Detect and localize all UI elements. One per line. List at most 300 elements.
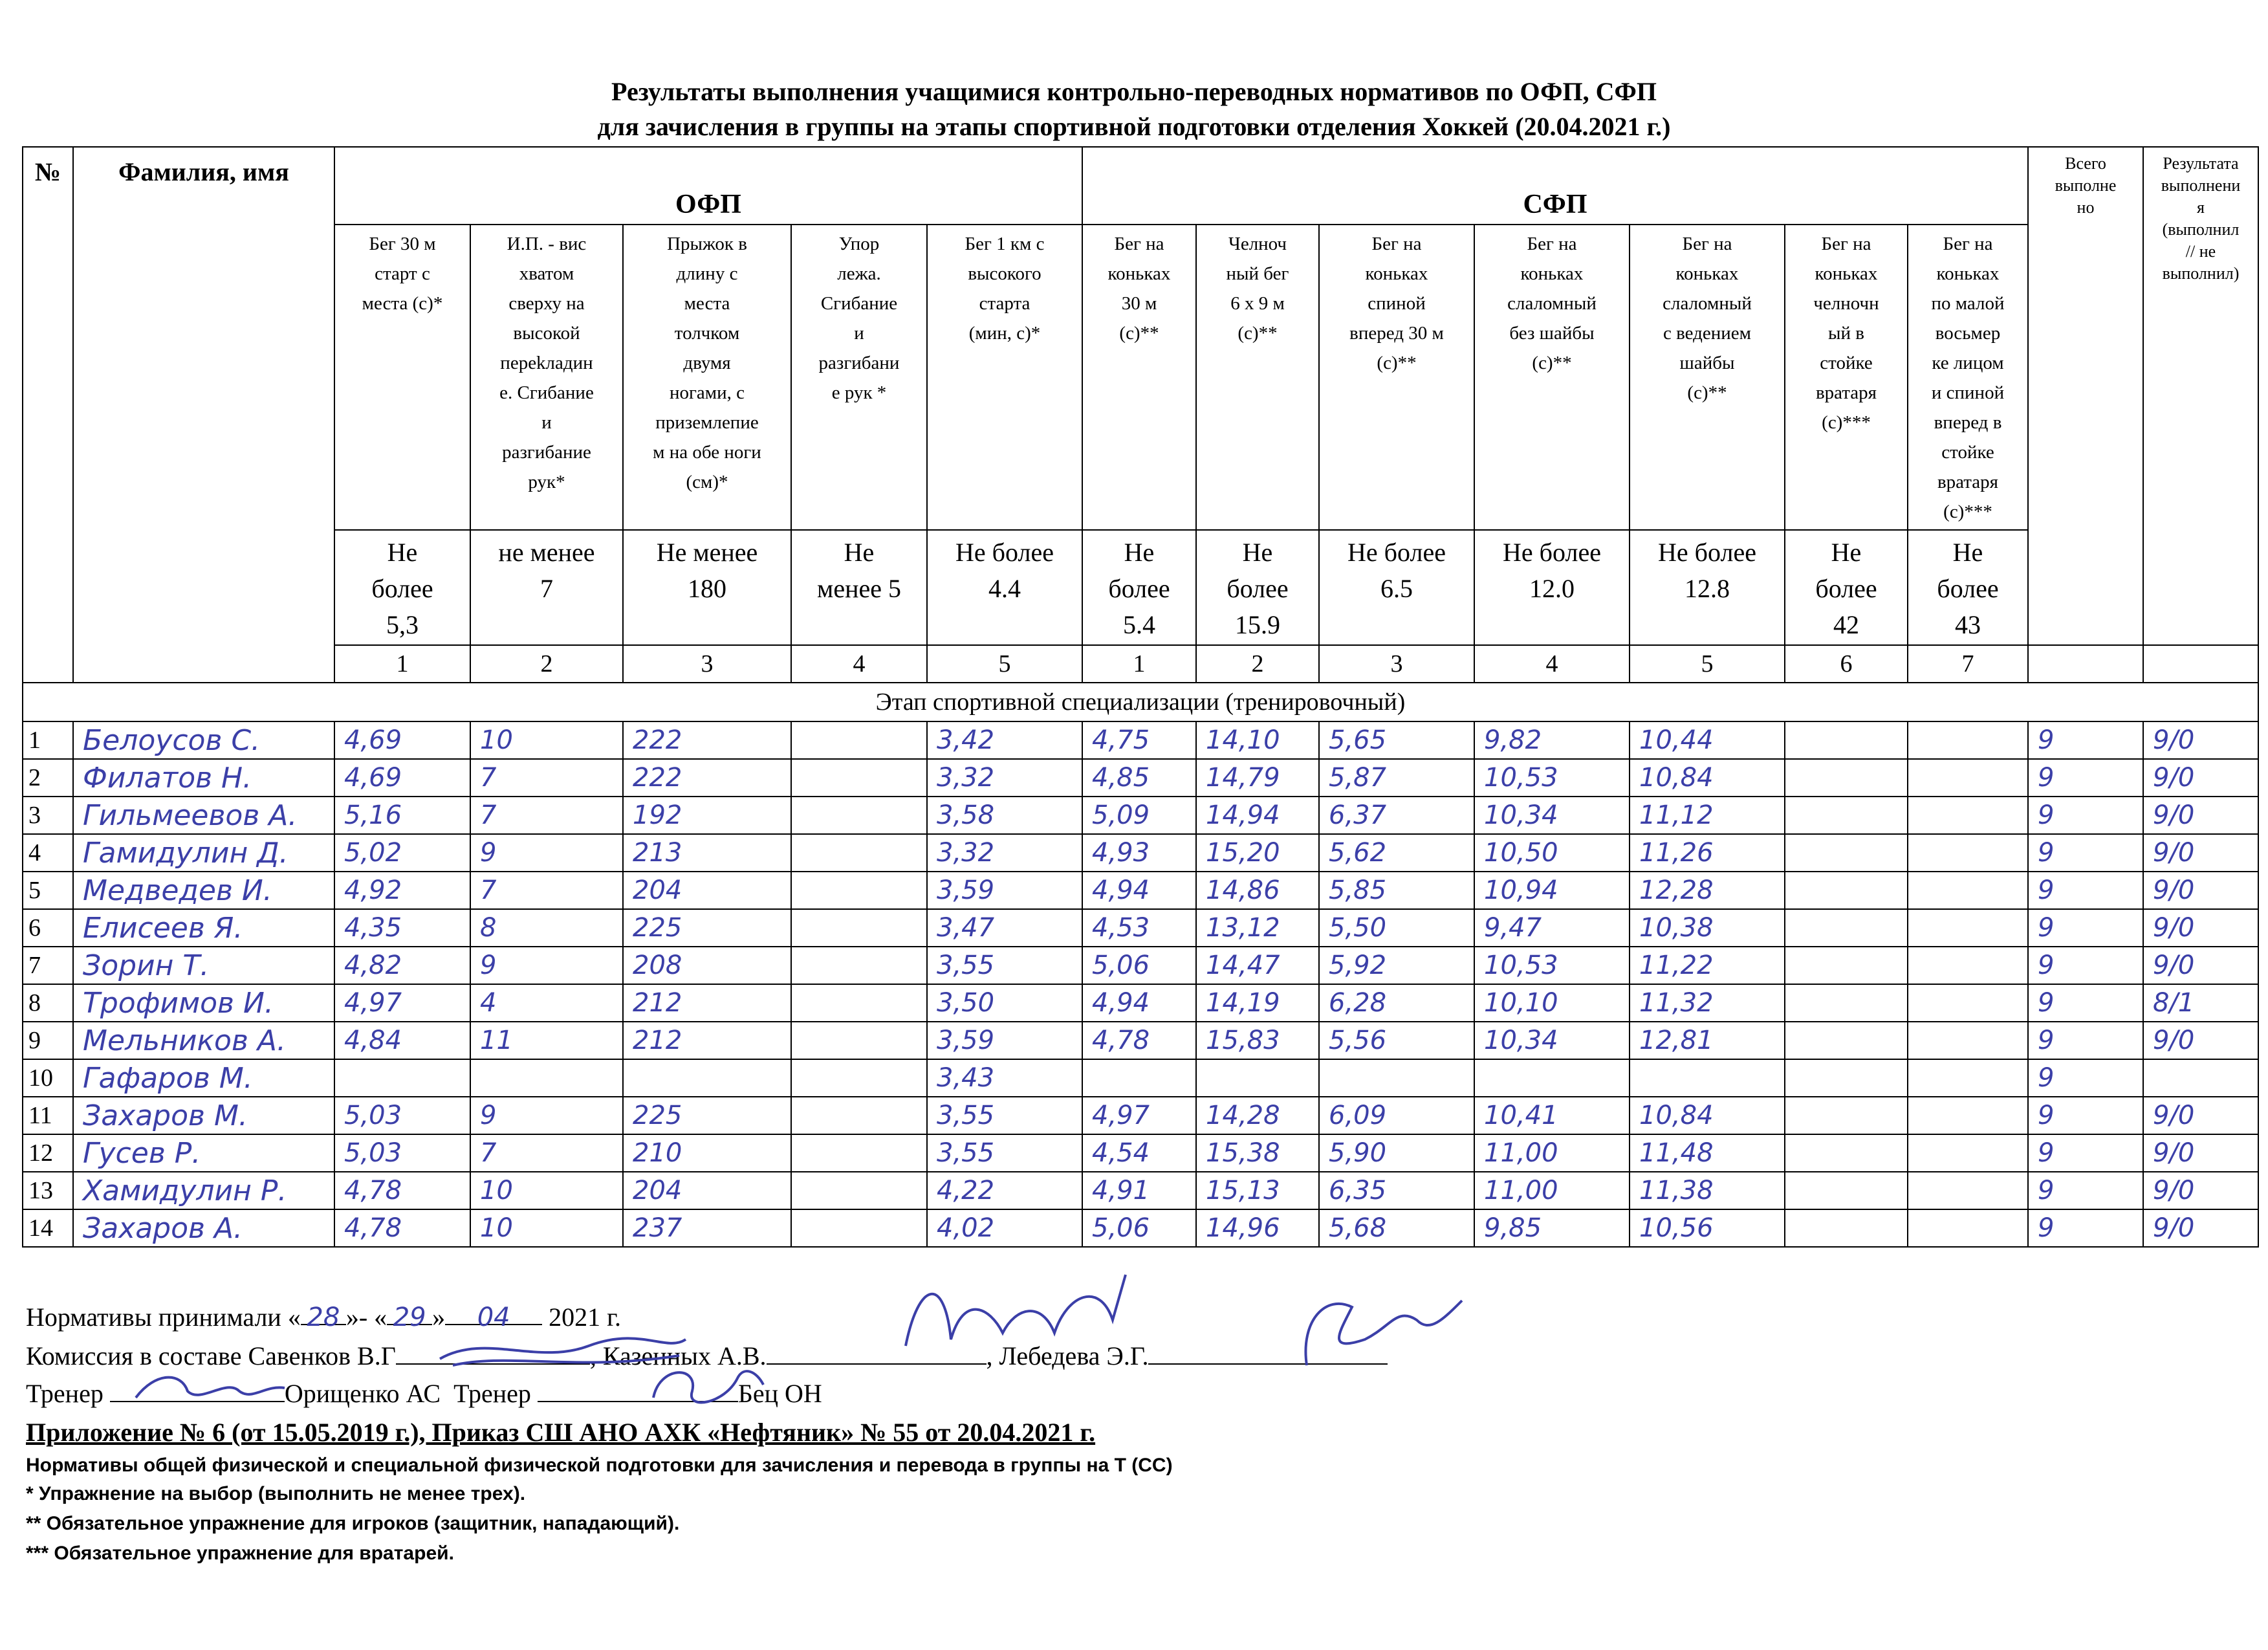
total-cell: 9 [2028, 947, 2143, 984]
stage-row [23, 683, 2258, 721]
result-cell [1785, 1097, 1908, 1134]
results-table [22, 146, 2259, 1248]
header-row-norms [23, 530, 2258, 645]
result-cell: 213 [623, 834, 791, 872]
result-cell: 10,34 [1474, 1022, 1630, 1059]
note-1: Нормативы общей физической и специальной физической подготовки для зачисления и перевода в группы на Т (СС) [26, 1455, 1173, 1476]
result-cell: 9 [470, 947, 623, 984]
result-cell [1908, 759, 2028, 797]
member3-text: , Лебедева Э.Г. [986, 1341, 1149, 1370]
athlete-name: Елисеев Я. [73, 909, 334, 947]
result-cell: 210 [623, 1134, 791, 1172]
sfp-norm-5: Не более 12.8 [1630, 530, 1785, 645]
ofp-colno-4: 4 [791, 645, 927, 683]
result-cell [1785, 1209, 1908, 1247]
result-cell [1908, 1059, 2028, 1097]
result-cell [1908, 1209, 2028, 1247]
result-cell: 14,86 [1196, 872, 1319, 909]
result-summary-cell: 9/0 [2143, 834, 2258, 872]
result-cell: 3,55 [927, 1134, 1082, 1172]
result-cell [1785, 797, 1908, 834]
header-num: № [23, 147, 73, 683]
result-cell: 5,87 [1319, 759, 1474, 797]
result-cell: 4,75 [1082, 721, 1196, 759]
result-cell: 4,93 [1082, 834, 1196, 872]
result-cell: 8 [470, 909, 623, 947]
header-row-exercises [23, 225, 2258, 530]
result-cell [1785, 872, 1908, 909]
ofp-norm-1: Не более 5,3 [334, 530, 470, 645]
result-summary-cell: 9/0 [2143, 759, 2258, 797]
total-cell: 9 [2028, 872, 2143, 909]
table-row [23, 834, 2258, 872]
header-result: Результата выполнени я (выполнил // не выполнил) [2143, 147, 2258, 645]
table-row [23, 721, 2258, 759]
result-cell: 3,47 [927, 909, 1082, 947]
result-cell [1785, 909, 1908, 947]
result-cell: 15,38 [1196, 1134, 1319, 1172]
result-cell: 3,32 [927, 759, 1082, 797]
result-cell [791, 984, 927, 1022]
result-cell [1908, 909, 2028, 947]
title-line-2: для зачисления в группы на этапы спортивной подготовки отделения Хоккей (20.04.2021 г.) [597, 112, 1671, 141]
result-cell: 4,91 [1082, 1172, 1196, 1209]
result-cell: 10,10 [1474, 984, 1630, 1022]
result-cell: 4,53 [1082, 909, 1196, 947]
result-cell [1082, 1059, 1196, 1097]
result-cell: 5,90 [1319, 1134, 1474, 1172]
athlete-name: Медведев И. [73, 872, 334, 909]
result-cell: 204 [623, 1172, 791, 1209]
result-cell: 6,09 [1319, 1097, 1474, 1134]
result-cell [791, 759, 927, 797]
sfp-exercise-6: Бег на коньках челночн ый в стойке вратаря (с)*** [1785, 225, 1908, 530]
result-cell: 10,50 [1474, 834, 1630, 872]
result-cell: 11,12 [1630, 797, 1785, 834]
athlete-name: Гильмеевов А. [73, 797, 334, 834]
accepted-mid: »- « [345, 1303, 387, 1332]
ofp-colno-2: 2 [470, 645, 623, 683]
result-cell: 14,10 [1196, 721, 1319, 759]
result-cell: 192 [623, 797, 791, 834]
result-cell: 5,16 [334, 797, 470, 834]
table-row [23, 947, 2258, 984]
result-cell: 15,83 [1196, 1022, 1319, 1059]
result-colno [2143, 645, 2258, 683]
result-cell [1908, 1134, 2028, 1172]
result-summary-cell: 9/0 [2143, 1022, 2258, 1059]
result-summary-cell: 9/0 [2143, 1172, 2258, 1209]
athlete-name: Захаров А. [73, 1209, 334, 1247]
result-cell: 10 [470, 1172, 623, 1209]
sfp-exercise-2: Челноч ный бег 6 х 9 м (с)** [1196, 225, 1319, 530]
result-cell: 6,37 [1319, 797, 1474, 834]
sfp-norm-7: Не более 43 [1908, 530, 2028, 645]
result-cell: 10 [470, 721, 623, 759]
result-cell: 4,82 [334, 947, 470, 984]
result-cell: 3,59 [927, 1022, 1082, 1059]
result-cell: 7 [470, 872, 623, 909]
ofp-norm-2: не менее 7 [470, 530, 623, 645]
result-cell: 212 [623, 1022, 791, 1059]
header-ofp: ОФП [334, 147, 1082, 225]
sfp-colno-2: 2 [1196, 645, 1319, 683]
total-colno [2028, 645, 2143, 683]
result-cell [791, 1059, 927, 1097]
result-cell [791, 1209, 927, 1247]
result-cell: 4,97 [1082, 1097, 1196, 1134]
sfp-exercise-7: Бег на коньках по малой восьмер ке лицом и спиной вперед в стойке вратаря (с)*** [1908, 225, 2028, 530]
sfp-exercise-1: Бег на коньках 30 м (с)** [1082, 225, 1196, 530]
sfp-norm-6: Не более 42 [1785, 530, 1908, 645]
row-number: 14 [23, 1209, 73, 1247]
result-cell [791, 721, 927, 759]
result-cell: 10,84 [1630, 1097, 1785, 1134]
result-cell [1908, 1172, 2028, 1209]
result-cell: 4 [470, 984, 623, 1022]
result-cell: 11,48 [1630, 1134, 1785, 1172]
result-cell: 10,56 [1630, 1209, 1785, 1247]
athlete-name: Филатов Н. [73, 759, 334, 797]
result-cell: 12,81 [1630, 1022, 1785, 1059]
result-cell: 11,00 [1474, 1172, 1630, 1209]
result-cell: 14,28 [1196, 1097, 1319, 1134]
result-cell [1474, 1059, 1630, 1097]
sfp-colno-7: 7 [1908, 645, 2028, 683]
day1-field [301, 1302, 346, 1332]
table-row [23, 1209, 2258, 1247]
result-cell: 225 [623, 909, 791, 947]
total-cell: 9 [2028, 759, 2143, 797]
sfp-exercise-3: Бег на коньках спиной вперед 30 м (с)** [1319, 225, 1474, 530]
result-cell: 4,97 [334, 984, 470, 1022]
ofp-exercise-3: Прыжок в длину с места толчком двумя ногами, с приземлепие м на обе ноги (см)* [623, 225, 791, 530]
result-cell: 14,94 [1196, 797, 1319, 834]
result-cell: 3,58 [927, 797, 1082, 834]
trainer-label-2: Тренер [453, 1379, 531, 1408]
result-cell: 7 [470, 797, 623, 834]
row-number: 2 [23, 759, 73, 797]
result-cell: 5,85 [1319, 872, 1474, 909]
sfp-norm-2: Не более 15.9 [1196, 530, 1319, 645]
result-cell [1785, 984, 1908, 1022]
result-cell [791, 1022, 927, 1059]
total-cell: 9 [2028, 1059, 2143, 1097]
result-cell [1785, 1134, 1908, 1172]
result-cell: 4,78 [334, 1209, 470, 1247]
row-number: 11 [23, 1097, 73, 1134]
trainer1-text: Орищенко АС [284, 1379, 441, 1408]
table-row [23, 1134, 2258, 1172]
result-cell: 212 [623, 984, 791, 1022]
row-number: 6 [23, 909, 73, 947]
result-cell: 5,02 [334, 834, 470, 872]
signature-lebedeva-icon [1287, 1281, 1481, 1378]
athlete-name: Гафаров М. [73, 1059, 334, 1097]
result-cell: 4,84 [334, 1022, 470, 1059]
result-cell [1908, 947, 2028, 984]
result-cell: 5,06 [1082, 947, 1196, 984]
header-row-main [23, 147, 2258, 225]
result-cell: 7 [470, 1134, 623, 1172]
table-row [23, 909, 2258, 947]
total-cell: 9 [2028, 834, 2143, 872]
result-cell [791, 1097, 927, 1134]
sfp-norm-3: Не более 6.5 [1319, 530, 1474, 645]
ofp-exercise-5: Бег 1 км с высокого старта (мин, с)* [927, 225, 1082, 530]
row-number: 12 [23, 1134, 73, 1172]
result-cell: 11,22 [1630, 947, 1785, 984]
result-cell: 237 [623, 1209, 791, 1247]
result-cell [1630, 1059, 1785, 1097]
result-cell [791, 872, 927, 909]
result-cell: 222 [623, 759, 791, 797]
result-cell: 10 [470, 1209, 623, 1247]
result-cell: 225 [623, 1097, 791, 1134]
result-cell [1785, 721, 1908, 759]
athlete-name: Белоусов С. [73, 721, 334, 759]
result-cell [791, 834, 927, 872]
total-cell: 9 [2028, 797, 2143, 834]
result-cell: 222 [623, 721, 791, 759]
note-4: *** Обязательное упражнение для вратарей. [26, 1543, 454, 1564]
result-cell: 5,56 [1319, 1022, 1474, 1059]
result-cell [791, 1134, 927, 1172]
result-cell: 10,41 [1474, 1097, 1630, 1134]
result-cell: 9 [470, 834, 623, 872]
result-cell: 6,35 [1319, 1172, 1474, 1209]
row-number: 10 [23, 1059, 73, 1097]
result-cell: 4,94 [1082, 872, 1196, 909]
result-cell [791, 947, 927, 984]
sfp-exercise-5: Бег на коньках слаломный с ведением шайбы (с)** [1630, 225, 1785, 530]
result-cell: 11,00 [1474, 1134, 1630, 1172]
sfp-norm-1: Не более 5.4 [1082, 530, 1196, 645]
result-cell: 9,82 [1474, 721, 1630, 759]
result-cell [334, 1059, 470, 1097]
year-text: 2021 г. [549, 1303, 622, 1332]
month-value: 04 [477, 1303, 510, 1332]
result-cell: 4,92 [334, 872, 470, 909]
result-cell: 4,94 [1082, 984, 1196, 1022]
result-cell: 6,28 [1319, 984, 1474, 1022]
result-cell: 15,13 [1196, 1172, 1319, 1209]
result-cell: 4,78 [334, 1172, 470, 1209]
result-cell: 3,42 [927, 721, 1082, 759]
result-summary-cell: 9/0 [2143, 797, 2258, 834]
result-cell: 9,85 [1474, 1209, 1630, 1247]
result-cell: 10,94 [1474, 872, 1630, 909]
table-row [23, 1172, 2258, 1209]
result-cell: 14,47 [1196, 947, 1319, 984]
row-number: 7 [23, 947, 73, 984]
table-row [23, 1059, 2258, 1097]
result-cell: 5,92 [1319, 947, 1474, 984]
result-cell: 3,55 [927, 1097, 1082, 1134]
result-cell: 5,03 [334, 1097, 470, 1134]
note-2: * Упражнение на выбор (выполнить не менее трех). [26, 1483, 526, 1504]
result-cell: 15,20 [1196, 834, 1319, 872]
day2-field [387, 1302, 432, 1332]
stage-label: Этап спортивной специализации (тренировочный) [23, 683, 2258, 721]
result-cell: 10,38 [1630, 909, 1785, 947]
result-cell [791, 797, 927, 834]
table-row [23, 1097, 2258, 1134]
result-cell: 11,38 [1630, 1172, 1785, 1209]
sfp-colno-1: 1 [1082, 645, 1196, 683]
result-cell: 3,50 [927, 984, 1082, 1022]
result-cell: 4,02 [927, 1209, 1082, 1247]
total-cell: 9 [2028, 984, 2143, 1022]
result-cell: 4,22 [927, 1172, 1082, 1209]
athlete-name: Гамидулин Д. [73, 834, 334, 872]
row-number: 4 [23, 834, 73, 872]
sfp-colno-5: 5 [1630, 645, 1785, 683]
result-cell: 10,53 [1474, 947, 1630, 984]
ofp-norm-5: Не более 4.4 [927, 530, 1082, 645]
title-line-1: Результаты выполнения учащимися контрольно-переводных нормативов по ОФП, СФП [611, 77, 1657, 106]
result-cell [1785, 1059, 1908, 1097]
result-cell: 4,78 [1082, 1022, 1196, 1059]
result-cell [1908, 1097, 2028, 1134]
result-cell [1908, 1022, 2028, 1059]
sfp-colno-3: 3 [1319, 645, 1474, 683]
total-cell: 9 [2028, 1134, 2143, 1172]
sfp-colno-4: 4 [1474, 645, 1630, 683]
result-cell [1196, 1059, 1319, 1097]
row-number: 13 [23, 1172, 73, 1209]
result-cell: 7 [470, 759, 623, 797]
ofp-norm-4: Не менее 5 [791, 530, 927, 645]
result-cell: 11,32 [1630, 984, 1785, 1022]
result-cell [470, 1059, 623, 1097]
ofp-colno-3: 3 [623, 645, 791, 683]
result-cell [1785, 834, 1908, 872]
result-cell: 5,62 [1319, 834, 1474, 872]
sfp-norm-4: Не более 12.0 [1474, 530, 1630, 645]
row-number: 1 [23, 721, 73, 759]
result-cell: 4,35 [334, 909, 470, 947]
result-summary-cell: 9/0 [2143, 947, 2258, 984]
athlete-name: Хамидулин Р. [73, 1172, 334, 1209]
ofp-exercise-4: Упор лежа. Сгибание и разгибани е рук * [791, 225, 927, 530]
result-cell: 9 [470, 1097, 623, 1134]
total-cell: 9 [2028, 1097, 2143, 1134]
result-cell: 5,03 [334, 1134, 470, 1172]
result-cell: 10,84 [1630, 759, 1785, 797]
result-cell: 5,65 [1319, 721, 1474, 759]
result-summary-cell: 9/0 [2143, 1097, 2258, 1134]
result-cell: 3,55 [927, 947, 1082, 984]
result-cell: 11,26 [1630, 834, 1785, 872]
result-cell: 4,54 [1082, 1134, 1196, 1172]
accepted-mid2: » [432, 1303, 446, 1332]
result-cell [1908, 721, 2028, 759]
athlete-name: Гусев Р. [73, 1134, 334, 1172]
result-summary-cell: 9/0 [2143, 872, 2258, 909]
table-row [23, 872, 2258, 909]
table-row [23, 797, 2258, 834]
result-summary-cell: 9/0 [2143, 1134, 2258, 1172]
result-cell: 3,32 [927, 834, 1082, 872]
result-cell: 10,44 [1630, 721, 1785, 759]
result-cell: 208 [623, 947, 791, 984]
result-cell: 3,43 [927, 1059, 1082, 1097]
result-cell: 4,69 [334, 721, 470, 759]
result-cell: 13,12 [1196, 909, 1319, 947]
row-number: 3 [23, 797, 73, 834]
signature-trainer1-icon [129, 1365, 291, 1411]
result-cell: 14,19 [1196, 984, 1319, 1022]
result-cell [1785, 1172, 1908, 1209]
ofp-exercise-1: Бег 30 м старт с места (с)* [334, 225, 470, 530]
ofp-exercise-2: И.П. - вис хватом сверху на высокой переkладин е. Сгибание и разгибание рук* [470, 225, 623, 530]
table-row [23, 1022, 2258, 1059]
result-cell: 4,85 [1082, 759, 1196, 797]
result-cell: 12,28 [1630, 872, 1785, 909]
result-cell: 3,59 [927, 872, 1082, 909]
result-summary-cell: 8/1 [2143, 984, 2258, 1022]
athlete-name: Мельников А. [73, 1022, 334, 1059]
commission-text: Комиссия в составе Савенков В.Г [26, 1341, 396, 1370]
result-cell [1785, 947, 1908, 984]
result-cell [1319, 1059, 1474, 1097]
result-cell: 14,96 [1196, 1209, 1319, 1247]
header-sfp: СФП [1082, 147, 2028, 225]
signature-kazennyh-icon [893, 1268, 1139, 1365]
header-row-colnums [23, 645, 2258, 683]
result-cell [1785, 1022, 1908, 1059]
ofp-norm-3: Не менее 180 [623, 530, 791, 645]
athlete-name: Захаров М. [73, 1097, 334, 1134]
result-cell [623, 1059, 791, 1097]
result-cell: 5,50 [1319, 909, 1474, 947]
accepted-prefix: Нормативы принимали « [26, 1303, 301, 1332]
result-cell [1785, 759, 1908, 797]
result-cell: 4,69 [334, 759, 470, 797]
day2-value: 29 [393, 1303, 426, 1332]
athlete-name: Зорин Т. [73, 947, 334, 984]
result-cell: 10,34 [1474, 797, 1630, 834]
athlete-name: Трофимов И. [73, 984, 334, 1022]
note-3: ** Обязательное упражнение для игроков (защитник, нападающий). [26, 1513, 680, 1534]
signature-trainer2-icon [640, 1359, 770, 1411]
result-cell [1908, 984, 2028, 1022]
trainer-label-1: Тренер [26, 1379, 104, 1408]
result-cell [1908, 797, 2028, 834]
row-number: 9 [23, 1022, 73, 1059]
table-row [23, 759, 2258, 797]
row-number: 8 [23, 984, 73, 1022]
result-cell: 5,06 [1082, 1209, 1196, 1247]
header-total: Всего выполне но [2028, 147, 2143, 645]
result-summary-cell [2143, 1059, 2258, 1097]
result-summary-cell: 9/0 [2143, 909, 2258, 947]
result-cell: 11 [470, 1022, 623, 1059]
result-cell [1908, 872, 2028, 909]
member2-text: , Казенных А.В. [589, 1341, 767, 1370]
result-cell: 5,68 [1319, 1209, 1474, 1247]
sfp-colno-6: 6 [1785, 645, 1908, 683]
result-cell: 14,79 [1196, 759, 1319, 797]
appendix-text: Приложение № 6 (от 15.05.2019 г.), Приказ СШ АНО АХК «Нефтяник» № 55 от 20.04.2021 г. [26, 1418, 1096, 1447]
total-cell: 9 [2028, 1172, 2143, 1209]
total-cell: 9 [2028, 721, 2143, 759]
result-cell: 10,53 [1474, 759, 1630, 797]
total-cell: 9 [2028, 909, 2143, 947]
trainer2-text: Бец ОН [737, 1379, 822, 1408]
result-cell: 9,47 [1474, 909, 1630, 947]
